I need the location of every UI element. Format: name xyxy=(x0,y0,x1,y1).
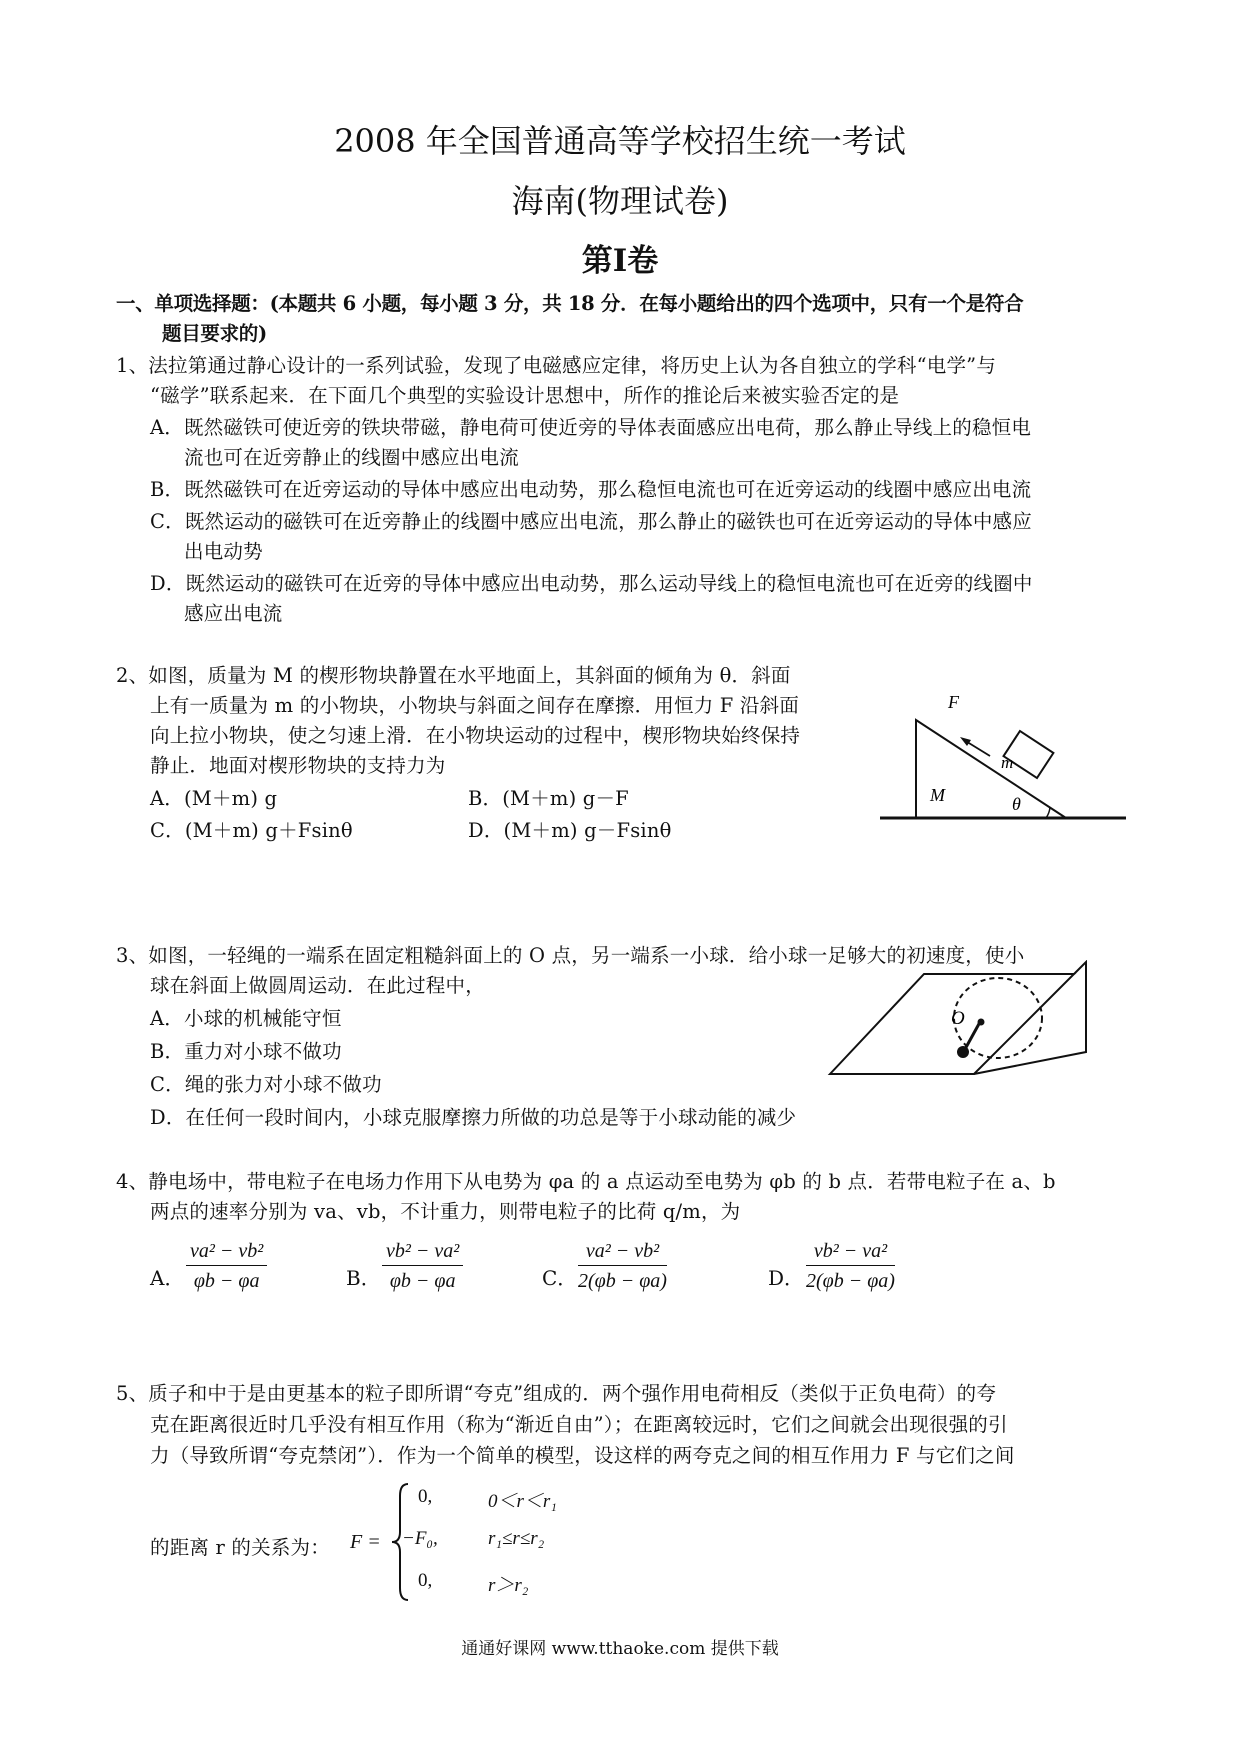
q2-option-c: C．(M＋m) g＋Fsinθ xyxy=(150,819,353,842)
q3-incline-figure xyxy=(826,960,1126,1090)
q2-stem-line3: 向上拉小物块，使之匀速上滑．在小物块运动的过程中，楔形物块始终保持 xyxy=(150,724,801,747)
q1-option-c-line1: C．既然运动的磁铁可在近旁静止的线圈中感应出电流，那么静止的磁铁也可在近旁运动的导体中感应 xyxy=(150,510,1032,533)
page-footer: 通通好课网 www.tthaoke.com 提供下载 xyxy=(461,1639,779,1659)
label-m: m xyxy=(1001,753,1014,772)
q5-stem-line1: 5、质子和中于是由更基本的粒子即所谓“夸克”组成的．两个强作用电荷相反（类似于正负电荷）的夸 xyxy=(116,1382,997,1405)
q2-stem-line4: 静止．地面对楔形物块的支持力为 xyxy=(150,754,446,777)
q2-option-b: B．(M＋m) g－F xyxy=(468,787,629,810)
q1-option-a-line1: A．既然磁铁可使近旁的铁块带磁，静电荷可使近旁的导体表面感应出电荷，那么静止导线上的稳恒电 xyxy=(150,416,1032,439)
q4-option-d-fraction xyxy=(806,1240,895,1293)
q4-option-a-fraction xyxy=(186,1240,267,1293)
q1-option-d-line2: 感应出电流 xyxy=(184,602,283,625)
case-3-condition: r＞r₂ xyxy=(488,1575,529,1596)
q4-stem-line2: 两点的速率分别为 va、vb，不计重力，则带电粒子的比荷 q/m，为 xyxy=(150,1200,741,1223)
ball xyxy=(957,1046,969,1058)
q2-option-d: D．(M＋m) g－Fsinθ xyxy=(468,819,672,842)
q4-option-a-label: A． xyxy=(150,1266,185,1290)
q5-stem-line2: 克在距离很近时几乎没有相互作用（称为“渐近自由”）；在距离较远时，它们之间就会出现很强的引 xyxy=(150,1413,1008,1436)
numerator: vb² − va² xyxy=(382,1240,463,1266)
q3-option-b: B．重力对小球不做功 xyxy=(150,1040,342,1063)
q4-option-b-fraction xyxy=(382,1240,463,1293)
numerator: va² − vb² xyxy=(578,1240,667,1266)
label-M: M xyxy=(930,785,945,805)
label-theta: θ xyxy=(1012,794,1021,814)
exam-subtitle: 海南(物理试卷) xyxy=(511,182,729,220)
q2-option-a: A．(M＋m) g xyxy=(150,787,278,810)
q5-stem-line4: 的距离 r 的关系为： xyxy=(150,1536,330,1559)
q1-stem-line2: “磁学”联系起来．在下面几个典型的实验设计思想中，所作的推论后来被实验否定的是 xyxy=(150,384,900,407)
q1-option-c-line2: 出电动势 xyxy=(184,540,263,563)
case-2-condition: r₁≤r≤r₂ xyxy=(488,1528,545,1549)
label-O: O xyxy=(951,1008,965,1029)
q4-option-c-fraction xyxy=(578,1240,667,1293)
force-arrow-head xyxy=(960,737,971,746)
angle-arc xyxy=(1046,807,1050,818)
q3-option-d: D．在任何一段时间内，小球克服摩擦力所做的功总是等于小球动能的减少 xyxy=(150,1106,797,1129)
formula-lhs: F = xyxy=(350,1531,381,1553)
exam-title: 2008 年全国普通高等学校招生统一考试 xyxy=(334,122,906,160)
q5-stem-line3: 力（导致所谓“夸克禁闭”）．作为一个简单的模型，设这样的两夸克之间的相互作用力 F 与它们之间 xyxy=(150,1444,1015,1467)
q4-stem-line1: 4、静电场中，带电粒子在电场力作用下从电势为 φa 的 a 点运动至电势为 φb 的 b 点．若带电粒子在 a、b xyxy=(116,1170,1056,1193)
q1-option-d-line1: D．既然运动的磁铁可在近旁的导体中感应出电动势，那么运动导线上的稳恒电流也可在近旁的线圈中 xyxy=(150,572,1033,595)
volume-heading: 第Ⅰ卷 xyxy=(581,243,659,279)
q4-option-b-label: B． xyxy=(346,1266,381,1290)
q1-option-a-line2: 流也可在近旁静止的线圈中感应出电流 xyxy=(184,446,519,469)
pivot-point xyxy=(978,1019,985,1026)
q3-stem-line1: 3、如图，一轻绳的一端系在固定粗糙斜面上的 O 点，另一端系一小球．给小球一足够大的初速度，使小 xyxy=(116,944,1025,967)
q3-stem-line2: 球在斜面上做圆周运动．在此过程中， xyxy=(150,974,485,997)
denominator: φb − φa xyxy=(193,1270,260,1292)
denominator: 2(φb − φa) xyxy=(578,1270,667,1292)
numerator: va² − vb² xyxy=(186,1240,267,1266)
q4-option-d-label: D． xyxy=(768,1266,805,1290)
q3-option-a: A．小球的机械能守恒 xyxy=(150,1007,342,1030)
case-1-condition: 0＜r＜r₁ xyxy=(488,1491,557,1512)
q3-option-c: C．绳的张力对小球不做功 xyxy=(150,1073,382,1096)
section-heading-line2: 题目要求的) xyxy=(162,322,267,345)
denominator: 2(φb − φa) xyxy=(806,1270,895,1292)
label-F: F xyxy=(948,692,959,712)
q4-option-c-label: C． xyxy=(542,1266,578,1290)
q1-stem-line1: 1、法拉第通过静心设计的一系列试验，发现了电磁感应定律，将历史上认为各自独立的学科“电学”与 xyxy=(116,354,997,377)
section-heading-line1: 一、单项选择题：(本题共 6 小题，每小题 3 分，共 18 分．在每小题给出的四个选项中，只有一个是符合 xyxy=(116,292,1024,315)
q2-wedge-figure xyxy=(870,690,1140,830)
case-1-value: 0, xyxy=(418,1486,433,1507)
denominator: φb − φa xyxy=(389,1270,456,1292)
q2-stem-line1: 2、如图，质量为 M 的楔形物块静置在水平地面上，其斜面的倾角为 θ．斜面 xyxy=(116,664,791,687)
q1-option-b: B．既然磁铁可在近旁运动的导体中感应出电动势，那么稳恒电流也可在近旁运动的线圈中感应出电流 xyxy=(150,478,1032,501)
case-3-value: 0, xyxy=(418,1570,433,1591)
case-2-value: −F₀, xyxy=(402,1528,438,1549)
q2-stem-line2: 上有一质量为 m 的小物块，小物块与斜面之间存在摩擦．用恒力 F 沿斜面 xyxy=(150,694,800,717)
numerator: vb² − va² xyxy=(806,1240,895,1266)
